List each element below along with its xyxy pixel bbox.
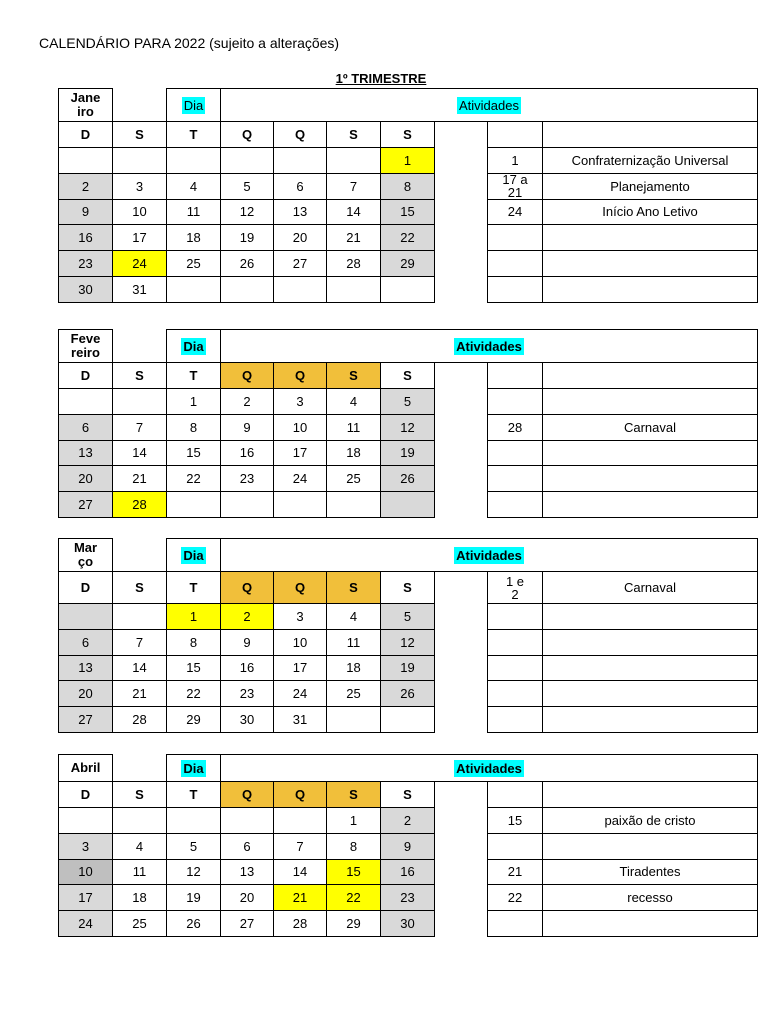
- weekday-header: S: [380, 571, 435, 604]
- day-cell: 4: [166, 173, 221, 200]
- day-cell: [273, 491, 327, 518]
- day-cell: 30: [58, 276, 113, 303]
- day-cell: 7: [112, 414, 167, 441]
- dia-header-cell: [166, 754, 221, 782]
- activity-description: [542, 250, 758, 277]
- day-cell: 28: [112, 706, 167, 733]
- day-cell: 14: [112, 440, 167, 467]
- month-name: Mar ço: [58, 538, 113, 572]
- activity-description: Carnaval: [542, 414, 758, 441]
- day-cell: 13: [58, 440, 113, 467]
- activity-day: [487, 603, 543, 630]
- day-cell: 18: [326, 440, 381, 467]
- day-cell: 3: [273, 388, 327, 415]
- activity-day: [487, 781, 543, 808]
- day-cell: 15: [166, 440, 221, 467]
- activity-day: [487, 833, 543, 860]
- day-cell: 29: [326, 910, 381, 937]
- day-cell: 27: [58, 491, 113, 518]
- day-cell: 4: [326, 388, 381, 415]
- day-cell: 21: [273, 884, 327, 911]
- day-cell: 15: [326, 859, 381, 886]
- day-cell: 22: [380, 224, 435, 251]
- day-cell: 31: [112, 276, 167, 303]
- activity-description: recesso: [542, 884, 758, 911]
- atividades-header-cell: [220, 754, 758, 782]
- weekday-header: Q: [220, 571, 274, 604]
- weekday-header: Q: [220, 121, 274, 148]
- weekday-header: T: [166, 362, 221, 389]
- day-cell: 23: [380, 884, 435, 911]
- day-cell: 21: [112, 465, 167, 492]
- day-cell: [380, 491, 435, 518]
- activity-description: [542, 629, 758, 656]
- day-cell: 10: [273, 629, 327, 656]
- activity-day: [487, 491, 543, 518]
- day-cell: [112, 603, 167, 630]
- day-cell: 18: [326, 655, 381, 682]
- day-cell: 1: [166, 388, 221, 415]
- activity-description: [542, 655, 758, 682]
- day-cell: 22: [166, 680, 221, 707]
- weekday-header: S: [326, 362, 381, 389]
- activity-description: [542, 491, 758, 518]
- day-cell: 7: [326, 173, 381, 200]
- activity-day: 28: [487, 414, 543, 441]
- day-cell: [58, 603, 113, 630]
- day-cell: 6: [58, 629, 113, 656]
- day-cell: [166, 491, 221, 518]
- weekday-header: S: [380, 121, 435, 148]
- activity-description: [542, 465, 758, 492]
- day-cell: 6: [58, 414, 113, 441]
- activity-day: [487, 680, 543, 707]
- day-cell: 24: [58, 910, 113, 937]
- weekday-header: D: [58, 121, 113, 148]
- day-cell: 28: [326, 250, 381, 277]
- day-cell: 27: [58, 706, 113, 733]
- day-cell: [112, 147, 167, 174]
- day-cell: 5: [380, 603, 435, 630]
- day-cell: [112, 388, 167, 415]
- activity-day: [487, 440, 543, 467]
- weekday-header: S: [112, 121, 167, 148]
- day-cell: 3: [112, 173, 167, 200]
- day-cell: 16: [58, 224, 113, 251]
- day-cell: 19: [380, 655, 435, 682]
- day-cell: [220, 276, 274, 303]
- day-cell: 11: [166, 199, 221, 226]
- atividades-header-cell: [220, 329, 758, 363]
- day-cell: [220, 807, 274, 834]
- activity-day: [487, 388, 543, 415]
- month-name: Jane iro: [58, 88, 113, 122]
- day-cell: 8: [380, 173, 435, 200]
- day-cell: [380, 706, 435, 733]
- day-cell: 24: [273, 680, 327, 707]
- day-cell: 20: [273, 224, 327, 251]
- weekday-header: Q: [220, 362, 274, 389]
- day-cell: 18: [166, 224, 221, 251]
- day-cell: 17: [58, 884, 113, 911]
- day-cell: 7: [112, 629, 167, 656]
- day-cell: 15: [380, 199, 435, 226]
- day-cell: 9: [220, 629, 274, 656]
- activity-day: [487, 706, 543, 733]
- weekday-header: S: [380, 781, 435, 808]
- day-cell: 2: [58, 173, 113, 200]
- atividades-label: Atividades: [456, 338, 522, 354]
- day-cell: [326, 706, 381, 733]
- activity-day: 17 a 21: [487, 173, 543, 200]
- activity-day: 22: [487, 884, 543, 911]
- day-cell: 23: [220, 465, 274, 492]
- day-cell: 25: [166, 250, 221, 277]
- day-cell: 27: [273, 250, 327, 277]
- day-cell: 2: [220, 388, 274, 415]
- day-cell: 20: [220, 884, 274, 911]
- activity-day: 21: [487, 859, 543, 886]
- dia-header-cell: [166, 88, 221, 122]
- day-cell: 16: [220, 440, 274, 467]
- day-cell: 12: [166, 859, 221, 886]
- day-cell: 4: [326, 603, 381, 630]
- weekday-header: Q: [273, 571, 327, 604]
- day-cell: 8: [326, 833, 381, 860]
- activity-description: [542, 781, 758, 808]
- activity-day: [487, 121, 543, 148]
- day-cell: 5: [166, 833, 221, 860]
- day-cell: 12: [380, 414, 435, 441]
- activity-day: 15: [487, 807, 543, 834]
- weekday-header: D: [58, 781, 113, 808]
- dia-label: Dia: [183, 760, 204, 776]
- activity-day: [487, 362, 543, 389]
- weekday-header: S: [326, 571, 381, 604]
- day-cell: 28: [273, 910, 327, 937]
- day-cell: 19: [380, 440, 435, 467]
- day-cell: 19: [220, 224, 274, 251]
- activity-day: [487, 224, 543, 251]
- weekday-header: S: [112, 781, 167, 808]
- day-cell: 9: [380, 833, 435, 860]
- dia-label: Dia: [183, 338, 204, 354]
- activity-description: [542, 224, 758, 251]
- weekday-header: Q: [220, 781, 274, 808]
- day-cell: 10: [112, 199, 167, 226]
- day-cell: 9: [220, 414, 274, 441]
- day-cell: 28: [112, 491, 167, 518]
- day-cell: 13: [273, 199, 327, 226]
- document-title: CALENDÁRIO PARA 2022 (sujeito a alterações): [39, 35, 340, 51]
- day-cell: 17: [273, 655, 327, 682]
- activity-description: Tiradentes: [542, 859, 758, 886]
- day-cell: 30: [220, 706, 274, 733]
- day-cell: 12: [380, 629, 435, 656]
- day-cell: 29: [166, 706, 221, 733]
- trimester-title: 1º TRIMESTRE: [335, 71, 427, 86]
- activity-description: [542, 910, 758, 937]
- day-cell: [58, 147, 113, 174]
- dia-header-cell: [166, 329, 221, 363]
- day-cell: 1: [326, 807, 381, 834]
- day-cell: 17: [273, 440, 327, 467]
- month-name: Feve reiro: [58, 329, 113, 363]
- day-cell: 26: [220, 250, 274, 277]
- day-cell: 25: [326, 465, 381, 492]
- dia-header-cell: [166, 538, 221, 572]
- day-cell: 19: [166, 884, 221, 911]
- day-cell: 10: [58, 859, 113, 886]
- day-cell: 14: [326, 199, 381, 226]
- day-cell: 24: [273, 465, 327, 492]
- atividades-header-cell: [220, 88, 758, 122]
- weekday-header: Q: [273, 781, 327, 808]
- day-cell: [58, 807, 113, 834]
- day-cell: [220, 491, 274, 518]
- day-cell: 26: [380, 465, 435, 492]
- day-cell: 23: [220, 680, 274, 707]
- weekday-header: S: [326, 121, 381, 148]
- day-cell: 16: [220, 655, 274, 682]
- day-cell: [326, 491, 381, 518]
- day-cell: 16: [380, 859, 435, 886]
- day-cell: 3: [58, 833, 113, 860]
- day-cell: [326, 147, 381, 174]
- weekday-header: S: [112, 571, 167, 604]
- weekday-header: T: [166, 571, 221, 604]
- day-cell: 14: [273, 859, 327, 886]
- atividades-label: Atividades: [456, 547, 522, 563]
- day-cell: 31: [273, 706, 327, 733]
- day-cell: 14: [112, 655, 167, 682]
- dia-label: Dia: [183, 547, 204, 563]
- day-cell: [220, 147, 274, 174]
- activity-day: 1 e 2: [487, 571, 543, 604]
- activity-day: [487, 655, 543, 682]
- weekday-header: D: [58, 362, 113, 389]
- activity-day: 1: [487, 147, 543, 174]
- activity-day: [487, 910, 543, 937]
- day-cell: [166, 147, 221, 174]
- day-cell: 17: [112, 224, 167, 251]
- day-cell: 6: [220, 833, 274, 860]
- day-cell: 11: [326, 414, 381, 441]
- day-cell: [166, 807, 221, 834]
- weekday-header: Q: [273, 121, 327, 148]
- activity-day: 24: [487, 199, 543, 226]
- dia-label: Dia: [183, 97, 204, 113]
- day-cell: [326, 276, 381, 303]
- day-cell: 18: [112, 884, 167, 911]
- day-cell: 24: [112, 250, 167, 277]
- day-cell: 27: [220, 910, 274, 937]
- activity-day: [487, 250, 543, 277]
- day-cell: 11: [326, 629, 381, 656]
- day-cell: 2: [220, 603, 274, 630]
- day-cell: 25: [112, 910, 167, 937]
- activity-description: [542, 388, 758, 415]
- day-cell: 23: [58, 250, 113, 277]
- day-cell: [273, 276, 327, 303]
- activity-description: [542, 121, 758, 148]
- weekday-header: T: [166, 781, 221, 808]
- day-cell: 20: [58, 465, 113, 492]
- day-cell: 5: [380, 388, 435, 415]
- day-cell: 6: [273, 173, 327, 200]
- day-cell: 22: [166, 465, 221, 492]
- month-name: Abril: [58, 754, 113, 782]
- activity-description: Confraternização Universal: [542, 147, 758, 174]
- day-cell: 25: [326, 680, 381, 707]
- day-cell: 4: [112, 833, 167, 860]
- day-cell: [380, 276, 435, 303]
- activity-description: [542, 680, 758, 707]
- activity-description: paixão de cristo: [542, 807, 758, 834]
- activity-description: Planejamento: [542, 173, 758, 200]
- activity-description: Carnaval: [542, 571, 758, 604]
- day-cell: 3: [273, 603, 327, 630]
- weekday-header: Q: [273, 362, 327, 389]
- day-cell: 22: [326, 884, 381, 911]
- activity-description: [542, 276, 758, 303]
- day-cell: 11: [112, 859, 167, 886]
- day-cell: 30: [380, 910, 435, 937]
- day-cell: 26: [380, 680, 435, 707]
- activity-day: [487, 276, 543, 303]
- weekday-header: S: [380, 362, 435, 389]
- day-cell: 8: [166, 629, 221, 656]
- activity-description: [542, 362, 758, 389]
- day-cell: 9: [58, 199, 113, 226]
- day-cell: 13: [220, 859, 274, 886]
- day-cell: 1: [166, 603, 221, 630]
- atividades-label: Atividades: [459, 97, 519, 113]
- day-cell: [112, 807, 167, 834]
- day-cell: 20: [58, 680, 113, 707]
- activity-description: Início Ano Letivo: [542, 199, 758, 226]
- day-cell: 21: [112, 680, 167, 707]
- weekday-header: S: [112, 362, 167, 389]
- activity-day: [487, 629, 543, 656]
- atividades-label: Atividades: [456, 760, 522, 776]
- activity-description: [542, 706, 758, 733]
- day-cell: [273, 147, 327, 174]
- day-cell: 26: [166, 910, 221, 937]
- activity-description: [542, 833, 758, 860]
- activity-description: [542, 440, 758, 467]
- day-cell: [273, 807, 327, 834]
- day-cell: 5: [220, 173, 274, 200]
- day-cell: 12: [220, 199, 274, 226]
- day-cell: 15: [166, 655, 221, 682]
- day-cell: 29: [380, 250, 435, 277]
- day-cell: [58, 388, 113, 415]
- activity-day: [487, 465, 543, 492]
- weekday-header: T: [166, 121, 221, 148]
- atividades-header-cell: [220, 538, 758, 572]
- day-cell: 8: [166, 414, 221, 441]
- weekday-header: D: [58, 571, 113, 604]
- day-cell: 1: [380, 147, 435, 174]
- day-cell: 13: [58, 655, 113, 682]
- day-cell: 10: [273, 414, 327, 441]
- activity-description: [542, 603, 758, 630]
- day-cell: 2: [380, 807, 435, 834]
- day-cell: [166, 276, 221, 303]
- day-cell: 7: [273, 833, 327, 860]
- weekday-header: S: [326, 781, 381, 808]
- day-cell: 21: [326, 224, 381, 251]
